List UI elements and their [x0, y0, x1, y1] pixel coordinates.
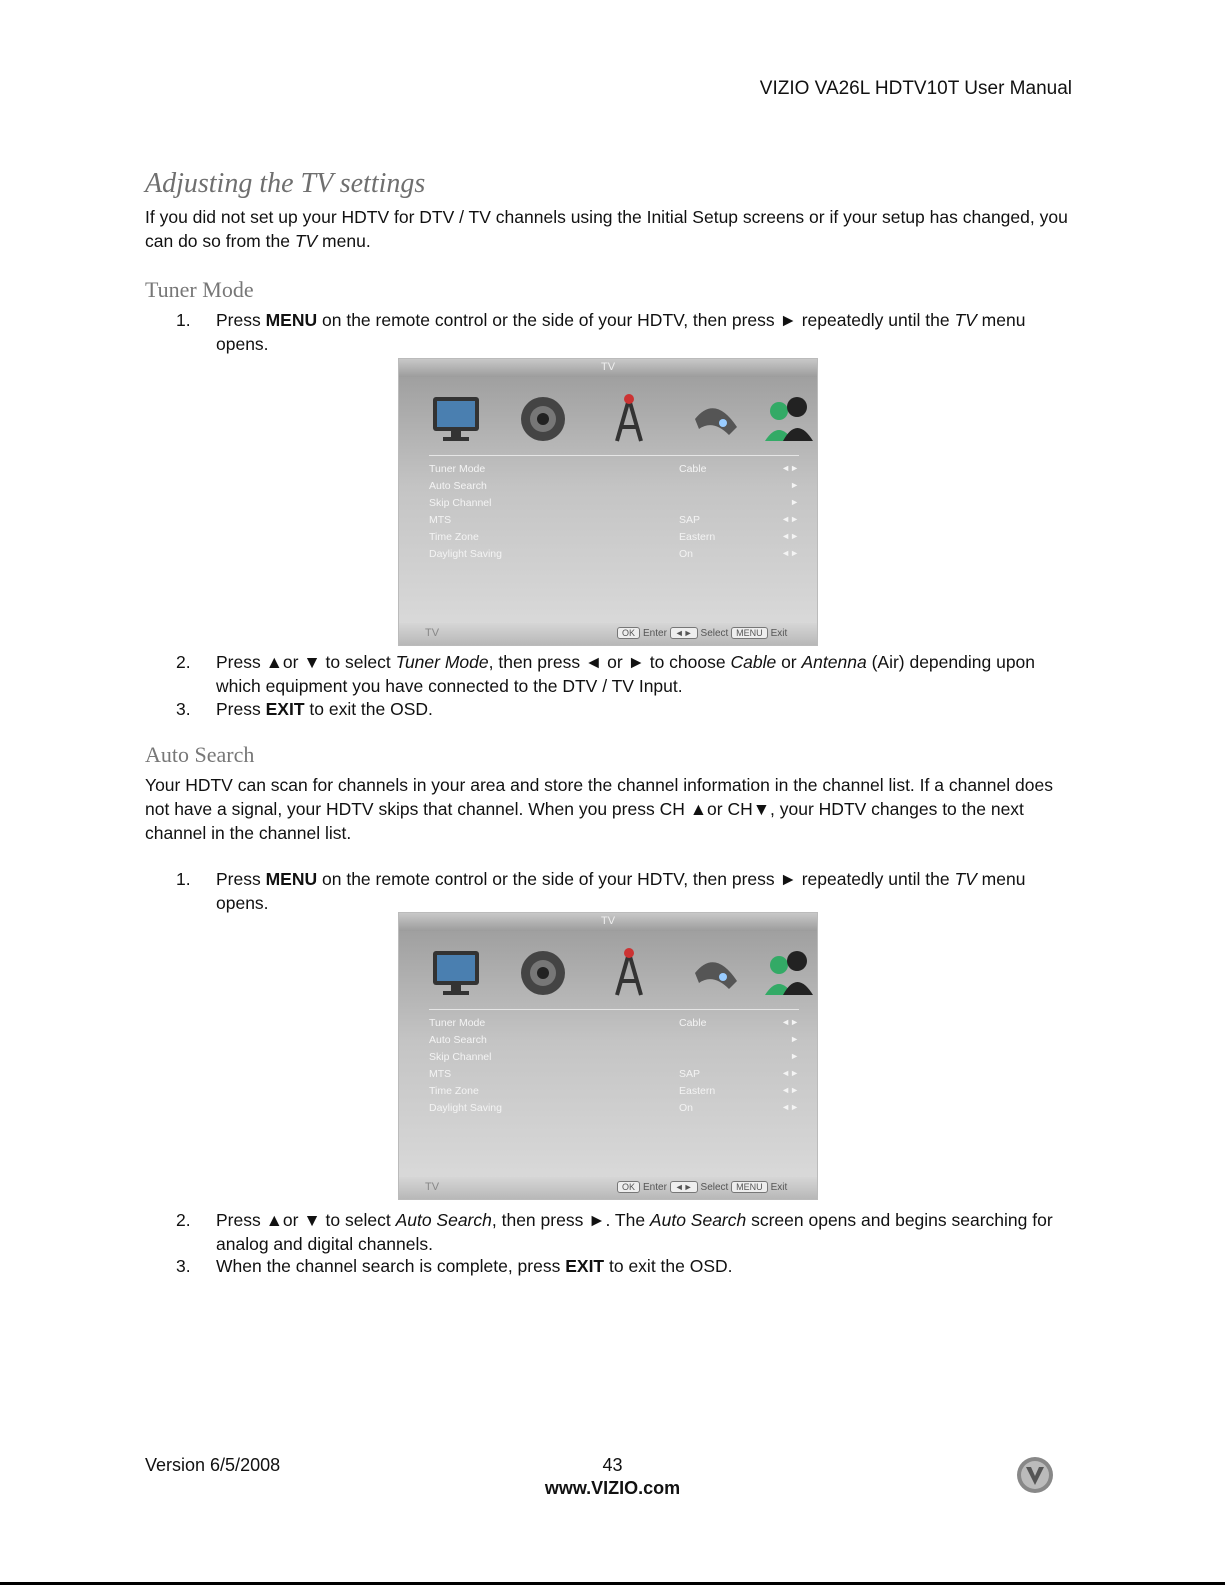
footer-page-number: 43: [602, 1455, 623, 1475]
text-run: EXIT: [565, 1256, 605, 1276]
osd-item-arrow-icon: ◄►: [781, 531, 799, 541]
osd-menu-item: [429, 1085, 799, 1102]
osd-item-value: On: [679, 548, 694, 560]
osd-menu-item: [429, 1068, 799, 1085]
text-run: MENU: [265, 310, 318, 330]
text-run: Antenna: [801, 652, 867, 672]
osd-item-arrow-icon: ◄►: [781, 1017, 799, 1027]
text-run: TV: [954, 310, 977, 330]
text-run: Press: [216, 310, 266, 330]
vizio-logo-icon: [1015, 1455, 1055, 1495]
osd-item-label: Tuner Mode: [429, 1017, 486, 1029]
text-run: Press ▲or ▼ to select: [216, 652, 396, 672]
osd-screenshot-2: [398, 912, 818, 1200]
menu-key-icon: MENU: [731, 627, 768, 639]
osd-title-bar: [399, 913, 817, 931]
osd-item-label: Tuner Mode: [429, 463, 486, 475]
osd-menu-item: [429, 480, 799, 497]
text-run: , then press ◄ or ► to choose: [488, 652, 731, 672]
section-heading-tuner-mode: Tuner Mode: [145, 277, 254, 302]
text-run: , then press ►. The: [491, 1210, 650, 1230]
osd-menu-item: [429, 1051, 799, 1068]
hint-exit: Exit: [770, 628, 788, 639]
tuner-step-3: 3. Press EXIT to exit the OSD.: [176, 699, 433, 719]
osd-menu-item: [429, 497, 799, 514]
text-run: TV: [294, 231, 318, 251]
osd-item-value: SAP: [679, 514, 701, 526]
osd-footer: [399, 623, 817, 645]
auto-search-intro: Your HDTV can scan for channels in your area and store the channel information in the channel list. If a channel does not have a signal, your HDTV skips that channel. When you press CH ▲or CH▼, your HDTV changes to the next channel in the channel list.: [145, 775, 1053, 843]
osd-divider: [429, 1009, 799, 1010]
text-run: to exit the OSD.: [604, 1256, 733, 1276]
osd-title-bar: [399, 359, 817, 377]
tv-icon: [427, 943, 487, 1001]
remote-icon: [685, 943, 745, 1001]
osd-item-arrow-icon: ◄►: [781, 1102, 799, 1112]
text-run: Auto Search: [395, 1210, 492, 1230]
osd-item-label: Time Zone: [429, 1085, 479, 1097]
osd-divider: [429, 455, 799, 456]
text-run: on the remote control or the side of your HDTV, then press ► repeatedly until the: [317, 310, 955, 330]
hint-select: Select: [700, 1182, 729, 1193]
osd-footer-hints: [617, 1181, 787, 1193]
osd-menu-item: [429, 514, 799, 531]
hint-exit: Exit: [770, 1182, 788, 1193]
text-run: menu.: [317, 231, 371, 251]
text-run: screen opens and begins searching for analog and digital channels.: [216, 1210, 1053, 1254]
hint-enter: Enter: [643, 1182, 667, 1193]
osd-item-arrow-icon: ◄►: [781, 463, 799, 473]
osd-item-label: Skip Channel: [429, 1051, 492, 1063]
text-run: Press: [216, 699, 266, 719]
text-run: (Air) depending upon which equipment you have connected to the DTV / TV Input.: [216, 652, 1036, 696]
text-run: or: [776, 652, 802, 672]
osd-item-label: Daylight Saving: [429, 1102, 502, 1114]
ok-key-icon: OK: [617, 627, 640, 639]
text-run: to exit the OSD.: [304, 699, 433, 719]
speaker-icon: [513, 943, 573, 1001]
hint-select: Select: [700, 628, 729, 639]
text-run: Tuner Mode: [395, 652, 489, 672]
osd-item-label: Time Zone: [429, 531, 479, 543]
osd-item-label: MTS: [429, 1068, 452, 1080]
section-heading-auto-search: Auto Search: [145, 742, 255, 767]
remote-icon: [685, 389, 745, 447]
osd-item-label: MTS: [429, 514, 452, 526]
osd-menu-list: [429, 463, 799, 565]
osd-menu-item: [429, 531, 799, 548]
osd-icon-row: [427, 943, 797, 1003]
osd-footer-hints: [617, 627, 787, 639]
osd-icon-row: [427, 389, 797, 449]
osd-item-arrow-icon: ◄►: [781, 1085, 799, 1095]
osd-item-value: Eastern: [679, 1085, 716, 1097]
osd-item-label: Skip Channel: [429, 497, 492, 509]
users-icon: [757, 389, 817, 447]
osd-item-arrow-icon: ►: [790, 1051, 799, 1061]
osd-menu-item: [429, 1034, 799, 1051]
osd-menu-item: [429, 463, 799, 480]
document-header: VIZIO VA26L HDTV10T User Manual: [759, 78, 1072, 99]
nav-key-icon: ◄►: [670, 1181, 698, 1193]
osd-item-arrow-icon: ►: [790, 480, 799, 490]
text-run: When the channel search is complete, press: [216, 1256, 566, 1276]
osd-screenshot-1: [398, 358, 818, 646]
osd-item-label: Auto Search: [429, 480, 487, 492]
text-run: menu opens.: [216, 869, 1026, 913]
ok-key-icon: OK: [617, 1181, 640, 1193]
osd-menu-list: [429, 1017, 799, 1119]
nav-key-icon: ◄►: [670, 627, 698, 639]
auto-step-2: 2. Press ▲or ▼ to select Auto Search, then press ►. The Auto Search screen opens and begins searching for analog and digital channels.: [176, 1210, 1053, 1254]
menu-key-icon: MENU: [731, 1181, 768, 1193]
page-title: Adjusting the TV settings: [145, 168, 426, 199]
footer-url: www.VIZIO.com: [544, 1478, 681, 1498]
osd-item-value: Eastern: [679, 531, 716, 543]
osd-menu-item: [429, 1102, 799, 1119]
osd-item-value: Cable: [679, 1017, 707, 1029]
osd-item-value: On: [679, 1102, 694, 1114]
antenna-icon: [599, 389, 659, 447]
osd-footer: [399, 1177, 817, 1199]
auto-step-3: 3. When the channel search is complete, press EXIT to exit the OSD.: [176, 1256, 733, 1276]
text-run: If you did not set up your HDTV for DTV / TV channels using the Initial Setup screens or if your setup has changed, you can do so from the: [145, 207, 1068, 251]
hint-enter: Enter: [643, 628, 667, 639]
users-icon: [757, 943, 817, 1001]
auto-step-1: 1. Press MENU on the remote control or the side of your HDTV, then press ► repeatedly until the TV menu opens.: [176, 869, 1026, 913]
text-run: Auto Search: [649, 1210, 747, 1230]
antenna-icon: [599, 943, 659, 1001]
osd-menu-item: [429, 1017, 799, 1034]
osd-item-arrow-icon: ►: [790, 1034, 799, 1044]
osd-item-label: Daylight Saving: [429, 548, 502, 560]
osd-item-label: Auto Search: [429, 1034, 487, 1046]
osd-item-arrow-icon: ◄►: [781, 548, 799, 558]
text-run: TV: [954, 869, 977, 889]
osd-item-arrow-icon: ◄►: [781, 1068, 799, 1078]
text-run: menu opens.: [216, 310, 1026, 354]
osd-footer-label: TV: [425, 1181, 440, 1193]
text-run: Cable: [730, 652, 777, 672]
osd-item-value: Cable: [679, 463, 707, 475]
osd-footer-label: TV: [425, 627, 440, 639]
osd-item-arrow-icon: ►: [790, 497, 799, 507]
text-run: on the remote control or the side of your HDTV, then press ► repeatedly until the: [317, 869, 955, 889]
intro-paragraph: [145, 205, 1075, 253]
osd-title: TV: [600, 915, 616, 927]
speaker-icon: [513, 389, 573, 447]
text-run: EXIT: [265, 699, 305, 719]
text-run: MENU: [265, 869, 318, 889]
osd-item-value: SAP: [679, 1068, 701, 1080]
osd-title: TV: [600, 361, 616, 373]
osd-menu-item: [429, 548, 799, 565]
osd-item-arrow-icon: ◄►: [781, 514, 799, 524]
text-run: Press: [216, 869, 266, 889]
text-run: Press ▲or ▼ to select: [216, 1210, 396, 1230]
tv-icon: [427, 389, 487, 447]
tuner-step-2: 2. Press ▲or ▼ to select Tuner Mode, then press ◄ or ► to choose Cable or Antenna (Air) depending upon which equipment you have connected to the DTV / TV Input.: [176, 652, 1036, 696]
footer-version: Version 6/5/2008: [145, 1455, 281, 1475]
tuner-step-1: 1. Press MENU on the remote control or the side of your HDTV, then press ► repeatedly until the TV menu opens.: [176, 310, 1026, 354]
